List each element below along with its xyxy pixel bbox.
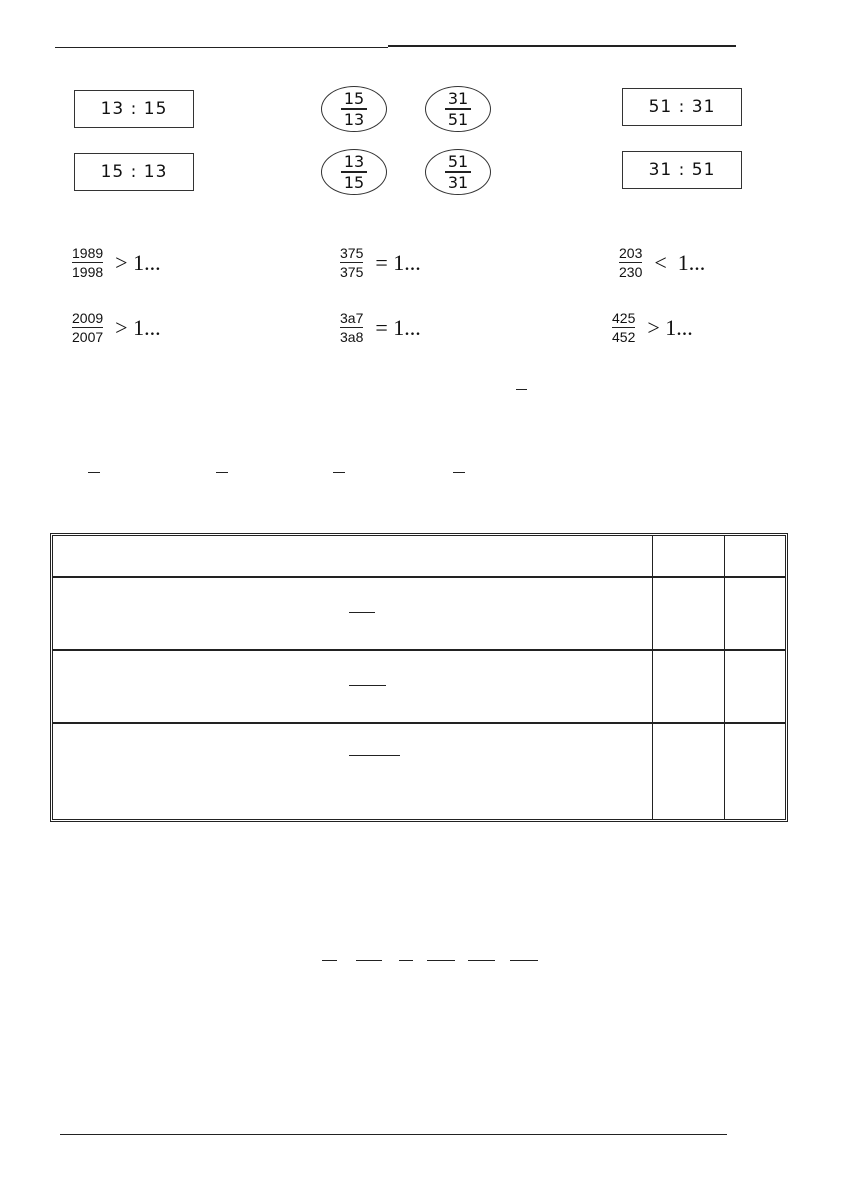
fraction-oval — [321, 149, 387, 195]
fraction-bar — [340, 327, 363, 328]
table-column-divider — [724, 536, 725, 819]
fraction-bar — [356, 960, 382, 961]
fraction-bar — [340, 262, 363, 263]
fraction-denominator: 31 — [447, 172, 469, 192]
table-row-divider — [53, 649, 785, 651]
header-rule-right — [388, 45, 736, 47]
fraction-bar — [88, 472, 100, 473]
fraction-numerator: 15 — [343, 89, 365, 109]
comparison-item — [619, 245, 705, 280]
fraction-denominator: 3a8 — [340, 329, 364, 346]
fraction-numerator: 51 — [447, 152, 469, 172]
comparison-item — [612, 310, 693, 345]
fraction-bar — [216, 472, 228, 473]
comparison-fraction — [619, 245, 642, 280]
fraction-numerator: 3a7 — [340, 310, 364, 326]
comparison-fraction — [340, 310, 363, 345]
fraction-bar — [333, 472, 345, 473]
fraction-bar — [349, 755, 400, 756]
answer-table — [50, 533, 788, 822]
ratio-box-51-31: 51 : 31 — [622, 88, 742, 126]
fraction-numerator: 1989 — [72, 245, 104, 261]
fraction-numerator: 203 — [619, 245, 643, 261]
comparison-item — [340, 310, 421, 345]
comparison-item — [72, 310, 161, 345]
fraction-bar — [468, 960, 495, 961]
fraction-denominator: 2007 — [72, 329, 104, 346]
fraction-oval — [425, 149, 491, 195]
ratio-box-31-51: 31 : 51 — [622, 151, 742, 189]
comparison-relation: < 1... — [654, 249, 706, 275]
comparison-fraction — [340, 245, 363, 280]
comparison-item — [72, 245, 161, 280]
table-column-divider — [652, 536, 653, 819]
comparison-relation: > 1... — [647, 314, 693, 340]
fraction-denominator: 452 — [612, 329, 636, 346]
comparison-fraction — [72, 310, 103, 345]
table-row-divider — [53, 722, 785, 724]
fraction-denominator: 375 — [340, 264, 364, 281]
fraction-denominator: 15 — [343, 172, 365, 192]
fraction-bar — [322, 960, 337, 961]
fraction-bar — [427, 960, 455, 961]
comparison-relation: = 1... — [375, 314, 421, 340]
fraction-bar — [399, 960, 413, 961]
fraction-numerator: 425 — [612, 310, 636, 326]
fraction-denominator: 230 — [619, 264, 643, 281]
fraction-bar — [516, 389, 527, 390]
fraction-bar — [510, 960, 538, 961]
fraction-bar — [349, 612, 375, 613]
comparison-relation: > 1... — [115, 249, 161, 275]
header-rule-left — [55, 47, 388, 48]
comparison-relation: > 1... — [115, 314, 161, 340]
ratio-box-15-13: 15 : 13 — [74, 153, 194, 191]
fraction-numerator: 31 — [447, 89, 469, 109]
fraction-denominator: 1998 — [72, 264, 104, 281]
comparison-fraction — [612, 310, 635, 345]
fraction-bar — [72, 327, 103, 328]
fraction-bar — [619, 262, 642, 263]
comparison-relation: = 1... — [375, 249, 421, 275]
comparison-item — [340, 245, 421, 280]
footer-rule — [60, 1134, 727, 1135]
fraction-numerator: 13 — [343, 152, 365, 172]
fraction-numerator: 2009 — [72, 310, 104, 326]
fraction-bar — [72, 262, 103, 263]
fraction-bar — [349, 685, 386, 686]
fraction-oval — [425, 86, 491, 132]
fraction-oval — [321, 86, 387, 132]
fraction-denominator: 51 — [447, 109, 469, 129]
fraction-numerator: 375 — [340, 245, 364, 261]
ratio-box-13-15: 13 : 15 — [74, 90, 194, 128]
table-header-divider — [53, 576, 785, 578]
comparison-fraction — [72, 245, 103, 280]
fraction-denominator: 13 — [343, 109, 365, 129]
fraction-bar — [612, 327, 635, 328]
fraction-bar — [453, 472, 465, 473]
